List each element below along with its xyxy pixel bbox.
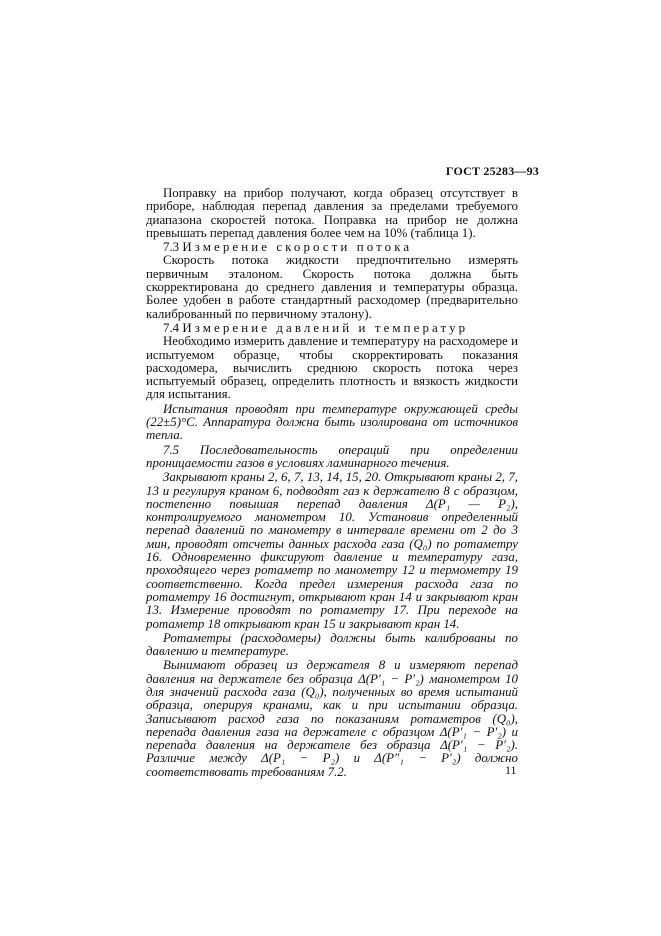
section-heading-7-3 [146,241,518,254]
paragraph-flow-rate: Скорость потока жидкости предпочтительно измерять первичным эталоном. Скорость потока должна быть скорректирована до среднего давления и температуры образца. Более удобен в работе стандартный расходомер (предварительно калиброванный по первичному эталону). [146,253,518,321]
section-title: Измерение скорости потока [182,240,413,255]
paragraph-pressure-temperature: Необходимо измерить давление и температуру на расходомере и испытуемом образце, чтобы скорректировать показания расходомера, вычислить среднюю скорость потока через испытуемый образец, определить плотность и вязкость жидкости для испытания. [146,334,518,402]
document-header [446,164,539,179]
document-body [146,187,518,779]
section-number: 7.4 [163,320,180,335]
section-heading-7-4 [146,322,518,335]
section-number: 7.3 [163,240,180,255]
paragraph-instrument-correction: Поправку на прибор получают, когда образец отсутствует в приборе, наблюдая перепад давления за пределами требуемого диапазона скоростей потока. Поправка на прибор не должна превышать перепад давления более чем на 10% (таблица 1). [146,186,518,240]
paragraph-holder-measurement: Вынимают образец из держателя 8 и измеряют перепад давления на держателе без образца Δ(P′₁ − P′₂) манометром 10 для значений расхода газа (Q₀), полученных во время испытаний образца, оперируя кранами, как и при испытании образца. Записывают расход газа по показаниям ротаметров (Q₀), перепада давления газа на держателе с образцом Δ(P′₁ − P′₂) и перепада давления на держателе без образца Δ(P′₁ − P′₂). Различие между Δ(P₁ − P₂) и Δ(P″₁ − P′₂) должно соответствовать требованиям 7.2. [146,658,518,779]
standard-number: ГОСТ 25283—93 [445,164,539,178]
paragraph-section-7-5: 7.5 Последовательность операций при определении проницаемости газов в условиях ламинарного течения. [146,442,518,470]
section-title: Измерение давлений и температур [182,320,469,335]
paragraph-valve-procedure: Закрывают краны 2, 6, 7, 13, 14, 15, 20. Открывают краны 2, 7, 13 и регулируя краном 6, подводят газ к держателю 8 с образцом, постепенно повышая перепад давления Δ(P₁ — P₂), контролируемого манометром 10. Установив определенный перепад давлений по манометру в интервале времени от 2 до 3 мин, проводят отсчеты данных расхода газа (Q₀) по ротаметру 16. Одновременно фиксируют давление и температуру газа, проходящего через ротаметр по манометру 12 и термометру 19 соответственно. Когда предел измерения расхода газа по ротаметру 16 достигнут, открывают кран 14 и закрывают кран 13. Измерение проводят по ротаметру 17. При переходе на ротаметр 18 открывают кран 15 и закрывают кран 14. [146,470,518,631]
page-number: 11 [505,763,517,777]
paragraph-rotameter-calibration: Ротаметры (расходомеры) должны быть калиброваны по давлению и температуре. [146,630,518,659]
paragraph-ambient-temperature: Испытания проводят при температуре окружающей среды (22±5)°С. Аппаратура должна быть изолирована от источников тепла. [146,401,518,443]
